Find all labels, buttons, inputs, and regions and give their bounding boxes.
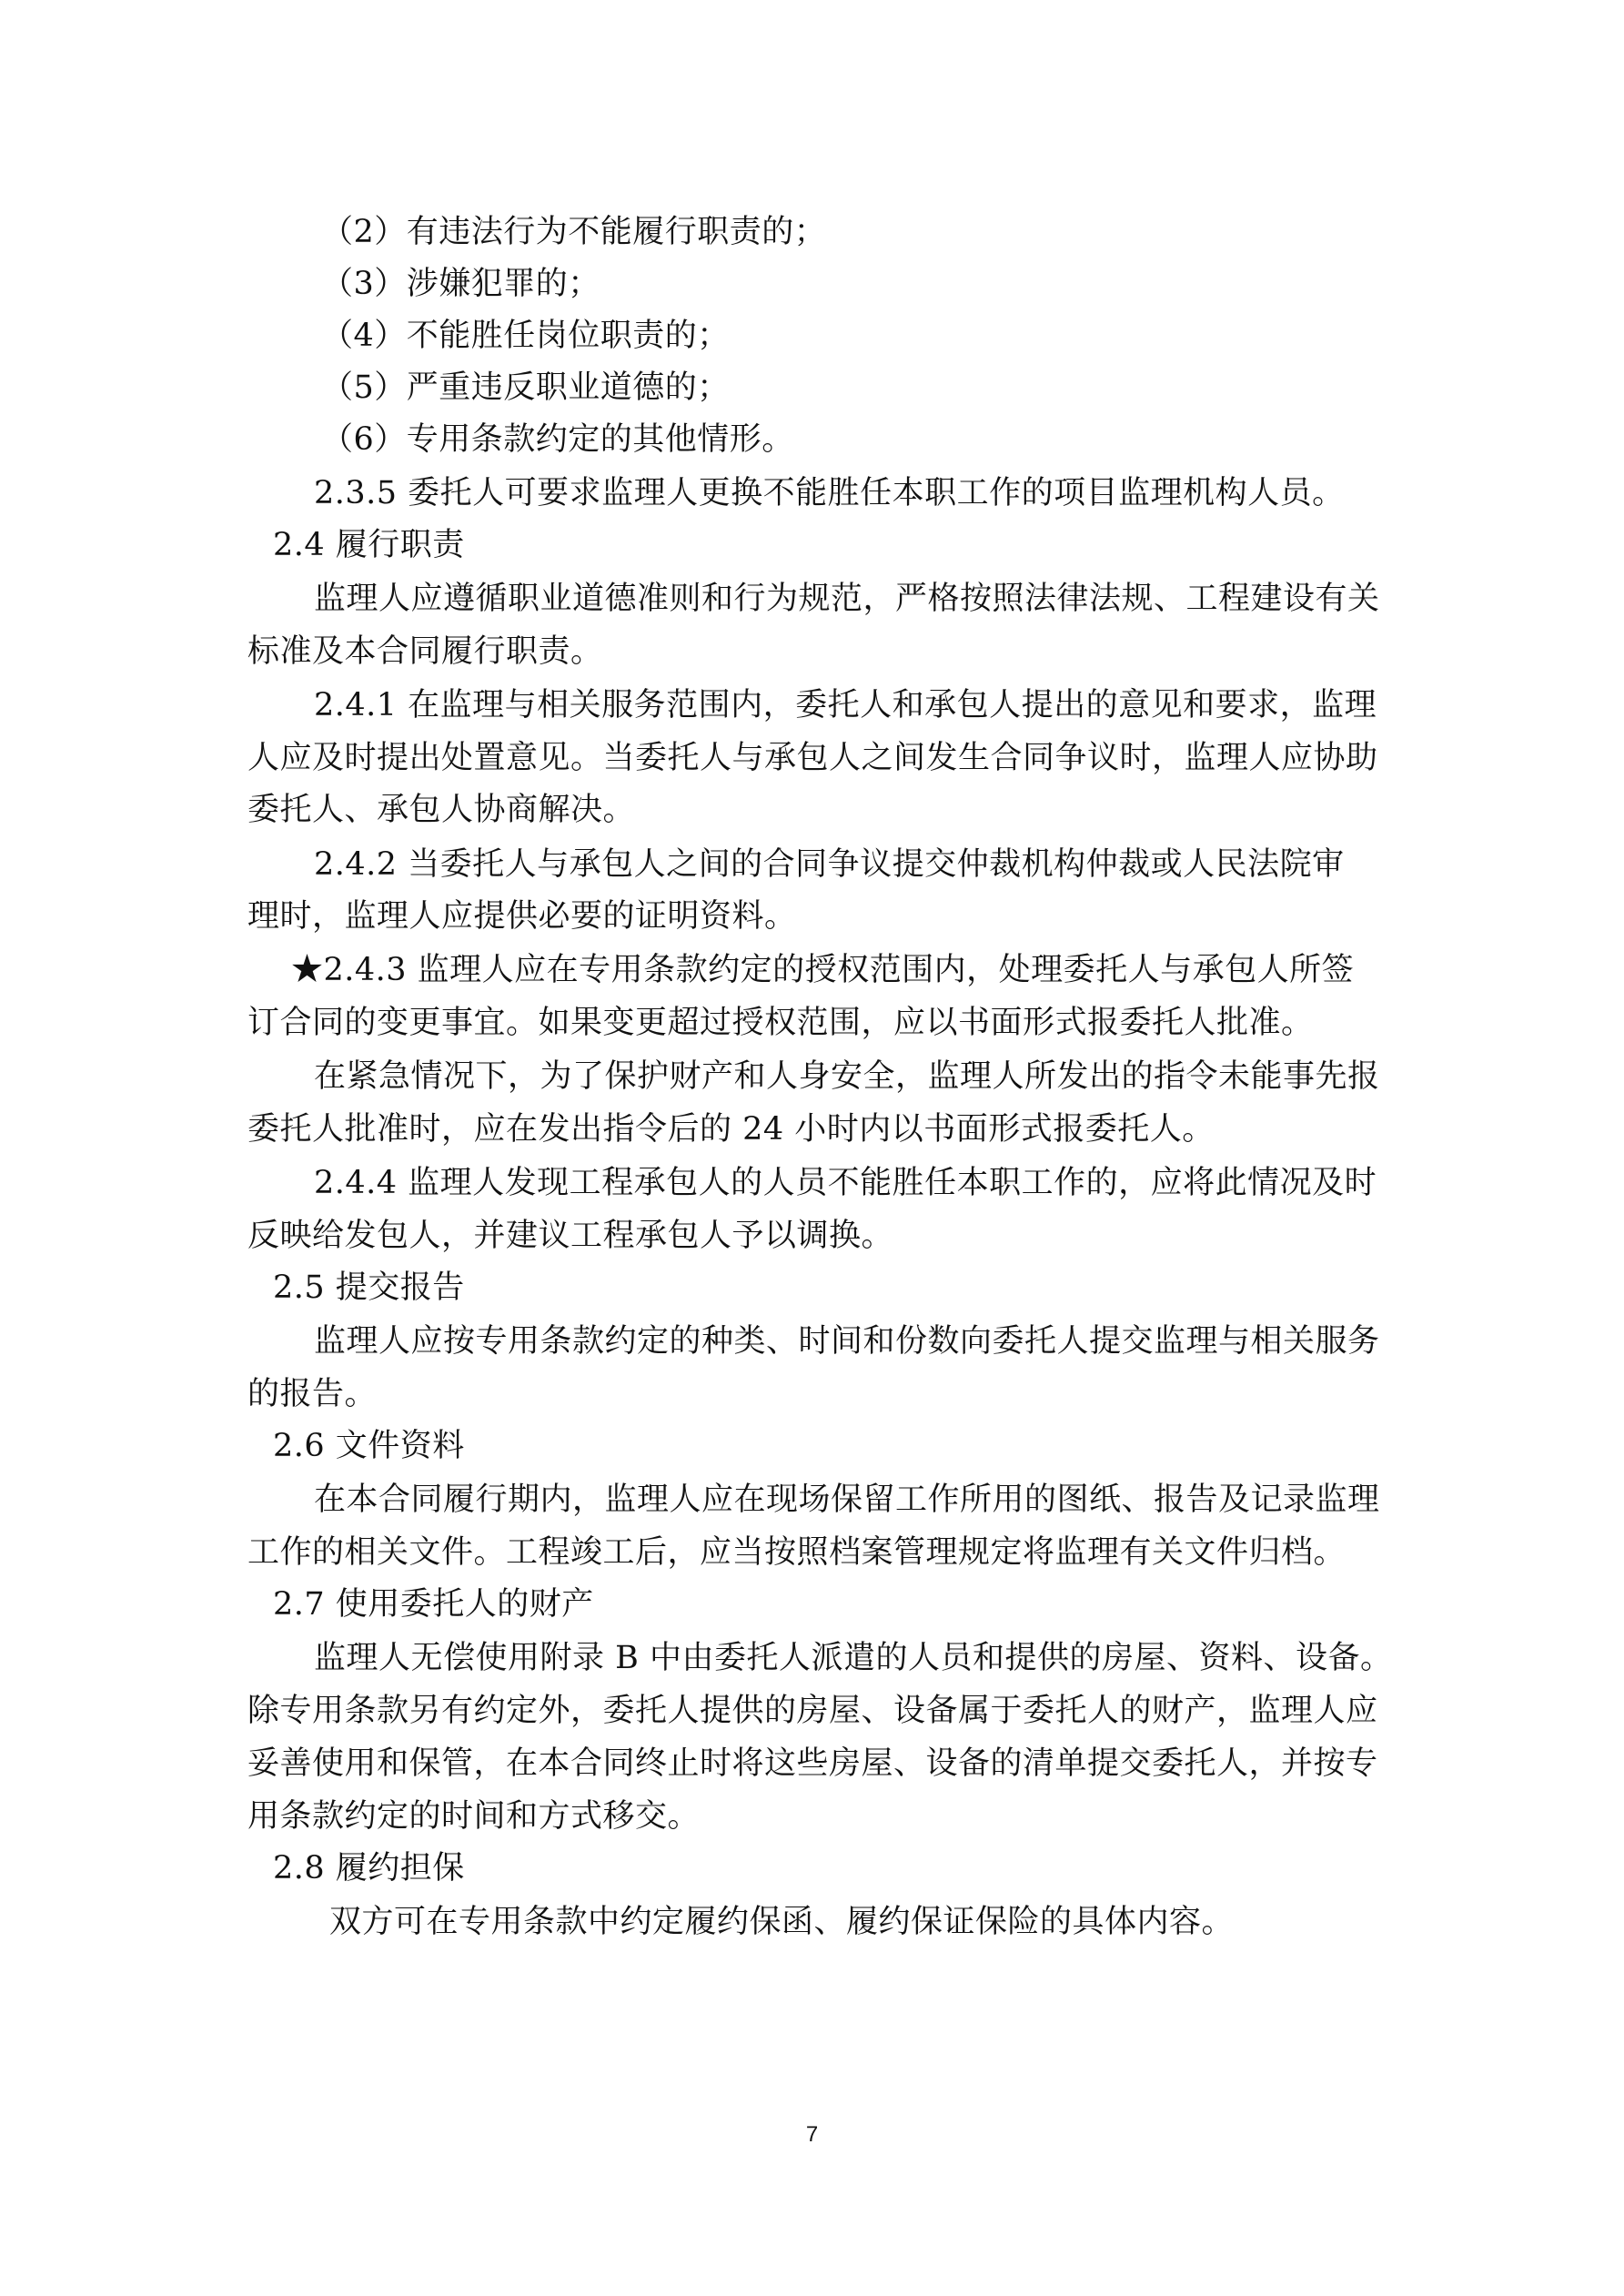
paragraph-line: 除专用条款另有约定外，委托人提供的房屋、设备属于委托人的财产，监理人应	[247, 1693, 1378, 1729]
section-heading-2-6: 2.6 文件资料	[273, 1428, 465, 1464]
list-item-6: （6）专用条款约定的其他情形。	[321, 421, 794, 458]
paragraph-line: 在本合同履行期内，监理人应在现场保留工作所用的图纸、报告及记录监理	[314, 1482, 1380, 1518]
section-heading-2-8: 2.8 履约担保	[273, 1850, 465, 1886]
paragraph-line: 用条款约定的时间和方式移交。	[247, 1798, 701, 1835]
paragraph-line: 在紧急情况下，为了保护财产和人身安全，监理人所发出的指令未能事先报	[314, 1058, 1380, 1095]
clause-2-4-1: 2.4.1 在监理与相关服务范围内，委托人和承包人提出的意见和要求，监理	[314, 687, 1377, 723]
clause-2-3-5: 2.3.5 委托人可要求监理人更换不能胜任本职工作的项目监理机构人员。	[314, 475, 1345, 511]
clause-2-4-3: ★2.4.3 监理人应在专用条款约定的授权范围内，处理委托人与承包人所签	[291, 952, 1355, 988]
clause-2-4-2: 2.4.2 当委托人与承包人之间的合同争议提交仲裁机构仲裁或人民法院审	[314, 846, 1345, 883]
section-heading-2-4: 2.4 履行职责	[273, 527, 465, 563]
paragraph-line: 妥善使用和保管，在本合同终止时将这些房屋、设备的清单提交委托人，并按专	[247, 1745, 1378, 1782]
paragraph-line: 监理人无偿使用附录 B 中由委托人派遣的人员和提供的房屋、资料、设备。	[314, 1640, 1393, 1676]
paragraph-line: 标准及本合同履行职责。	[247, 633, 603, 670]
list-item-5: （5）严重违反职业道德的；	[321, 369, 730, 406]
paragraph-line: 委托人、承包人协商解决。	[247, 792, 636, 828]
paragraph-line: 人应及时提出处置意见。当委托人与承包人之间发生合同争议时，监理人应协助	[247, 740, 1378, 776]
list-item-3: （3）涉嫌犯罪的；	[321, 266, 600, 302]
section-heading-2-5: 2.5 提交报告	[273, 1269, 465, 1306]
section-heading-2-7: 2.7 使用委托人的财产	[273, 1586, 594, 1623]
paragraph-line: 委托人批准时，应在发出指令后的 24 小时内以书面形式报委托人。	[247, 1111, 1215, 1148]
paragraph-line: 监理人应按专用条款约定的种类、时间和份数向委托人提交监理与相关服务	[314, 1323, 1380, 1360]
paragraph-line: 的报告。	[247, 1376, 378, 1412]
paragraph-line: 工作的相关文件。工程竣工后，应当按照档案管理规定将监理有关文件归档。	[247, 1534, 1347, 1571]
paragraph-line: 监理人应遵循职业道德准则和行为规范，严格按照法律法规、工程建设有关	[314, 581, 1380, 617]
paragraph-line: 双方可在专用条款中约定履约保函、履约保证保险的具体内容。	[329, 1904, 1235, 1940]
paragraph-line: 订合同的变更事宜。如果变更超过授权范围，应以书面形式报委托人批准。	[247, 1005, 1314, 1041]
page-number: 7	[805, 2122, 819, 2147]
paragraph-line: 理时，监理人应提供必要的证明资料。	[247, 898, 797, 935]
list-item-4: （4）不能胜任岗位职责的；	[321, 318, 730, 354]
list-item-2: （2）有违法行为不能履行职责的；	[321, 214, 827, 250]
paragraph-line: 反映给发包人，并建议工程承包人予以调换。	[247, 1218, 894, 1254]
clause-2-4-4: 2.4.4 监理人发现工程承包人的人员不能胜任本职工作的，应将此情况及时	[314, 1165, 1377, 1201]
